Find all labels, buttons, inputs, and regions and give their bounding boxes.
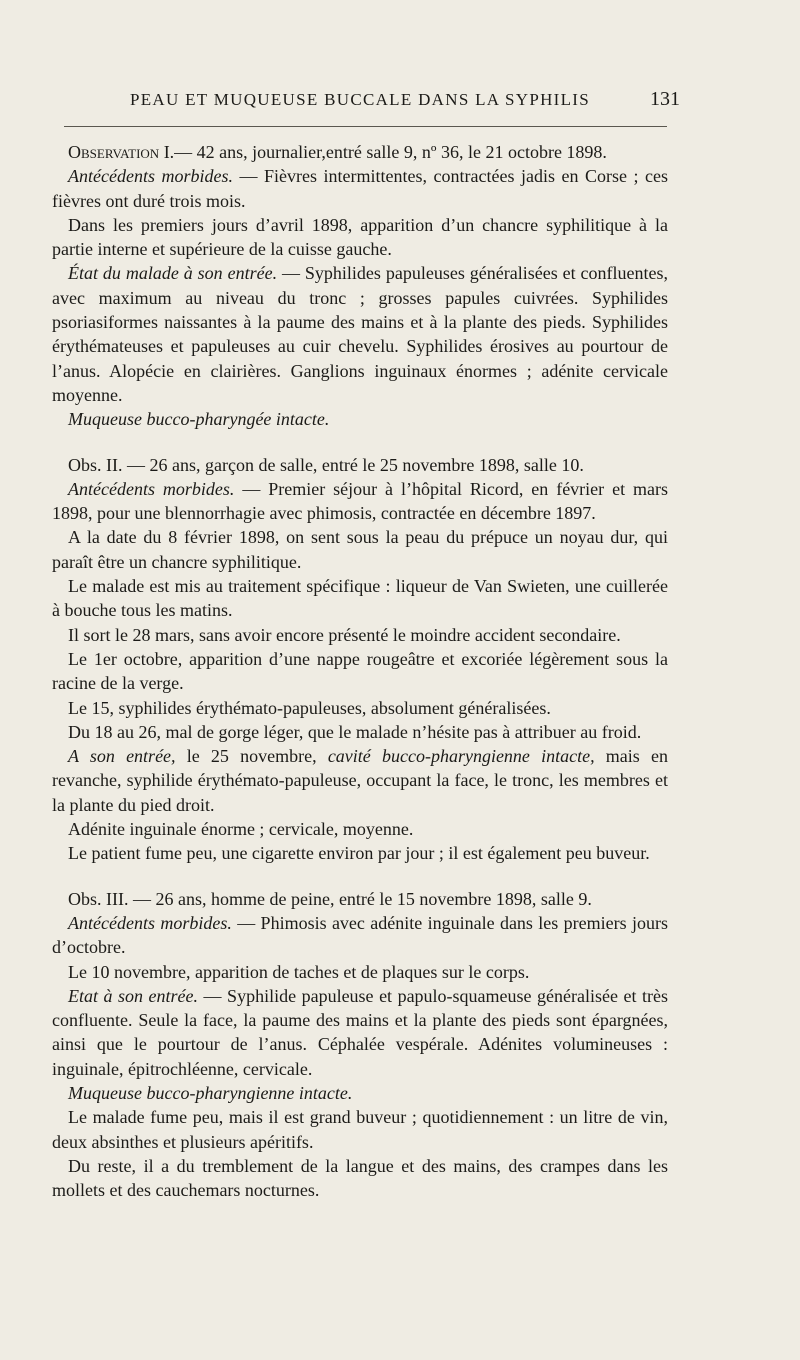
paragraph: Muqueuse bucco-pharyngée intacte. <box>68 409 330 430</box>
paragraph: Le malade est mis au traitement spécifique : liqueur de Van Swieten, une cuillerée à bouche tous les matins. <box>52 576 668 621</box>
paragraph: Le 15, syphilides érythémato-papuleuses, absolument généralisées. <box>68 697 551 718</box>
page-number: 131 <box>650 88 680 110</box>
paragraph: A la date du 8 février 1898, on sent sous la peau du prépuce un noyau dur, qui paraît être un chancre syphilitique. <box>52 527 668 572</box>
paragraph: A son entrée, le 25 novembre, cavité bucco-pharyngienne intacte, mais en revanche, syphilide érythémato-papuleuse, occupant la face, le tronc, les membres et la plante du pied droit. <box>52 746 668 815</box>
running-title: PEAU ET MUQUEUSE BUCCALE DANS LA SYPHILIS <box>129 90 591 109</box>
paragraph: Muqueuse bucco-pharyngienne intacte. <box>68 1082 353 1103</box>
paragraph: Il sort le 28 mars, sans avoir encore présenté le moindre accident secondaire. <box>68 624 621 645</box>
paragraph: Le 1er octobre, apparition d’une nappe rougeâtre et excoriée légèrement sous la racine de la verge. <box>52 648 668 694</box>
paragraph: Obs. II. — 26 ans, garçon de salle, entré le 25 novembre 1898, salle 10. <box>68 454 584 475</box>
observation-1 <box>52 140 668 432</box>
paragraph: Etat à son entrée. — Syphilide papuleuse et papulo-squameuse généralisée et très confluente. Seule la face, la paume des mains et la plante des pieds sont épargnées, ainsi que le pourtour de l’anus. Céphalée vespérale. Adénites volumineuses : inguinale, épitrochléenne, cervicale. <box>52 985 669 1079</box>
observation-3 <box>52 887 668 1203</box>
paragraph: Antécédents morbides. — Phimosis avec adénite inguinale dans les premiers jours d’octobre. <box>52 912 668 958</box>
observation-2 <box>52 453 668 866</box>
paragraph: Antécédents morbides. — Fièvres intermittentes, contractées jadis en Corse ; ces fièvres ont duré trois mois. <box>52 166 668 211</box>
paragraph: Observation I.— 42 ans, journalier,entré salle 9, nº 36, le 21 octobre 1898. <box>68 142 607 162</box>
paragraph: Antécédents morbides. — Premier séjour à l’hôpital Ricord, en février et mars 1898, pour une blennorrhagie avec phimosis, contractée en décembre 1897. <box>52 478 668 524</box>
header-rule <box>64 126 667 127</box>
paragraph: État du malade à son entrée. — Syphilides papuleuses généralisées et confluentes, avec maximum au niveau du tronc ; grosses papules cuivrées. Syphilides psoriasiformes naissantes à la paume des mains et à la plante des pieds. Syphilides érythémateuses et papuleuses au cuir chevelu. Syphilides érosives au pourtour de l’anus. Alopécie en clairières. Ganglions inguinaux énormes ; adénite cervicale moyenne. <box>52 263 668 405</box>
paragraph: Adénite inguinale énorme ; cervicale, moyenne. <box>68 819 414 840</box>
paragraph: Le 10 novembre, apparition de taches et de plaques sur le corps. <box>68 961 530 982</box>
paragraph: Le malade fume peu, mais il est grand buveur ; quotidiennement : un litre de vin, deux absinthes et plusieurs apéritifs. <box>52 1107 668 1152</box>
paragraph: Dans les premiers jours d’avril 1898, apparition d’un chancre syphilitique à la partie interne et supérieure de la cuisse gauche. <box>52 214 668 260</box>
paragraph: Du reste, il a du tremblement de la langue et des mains, des crampes dans les mollets et des cauchemars nocturnes. <box>52 1155 668 1201</box>
page-body <box>52 140 668 1202</box>
paragraph: Du 18 au 26, mal de gorge léger, que le malade n’hésite pas à attribuer au froid. <box>68 721 642 742</box>
paragraph: Le patient fume peu, une cigarette environ par jour ; il est également peu buveur. <box>68 843 650 864</box>
page-header <box>40 90 680 114</box>
paragraph: Obs. III. — 26 ans, homme de peine, entré le 15 novembre 1898, salle 9. <box>68 888 592 909</box>
